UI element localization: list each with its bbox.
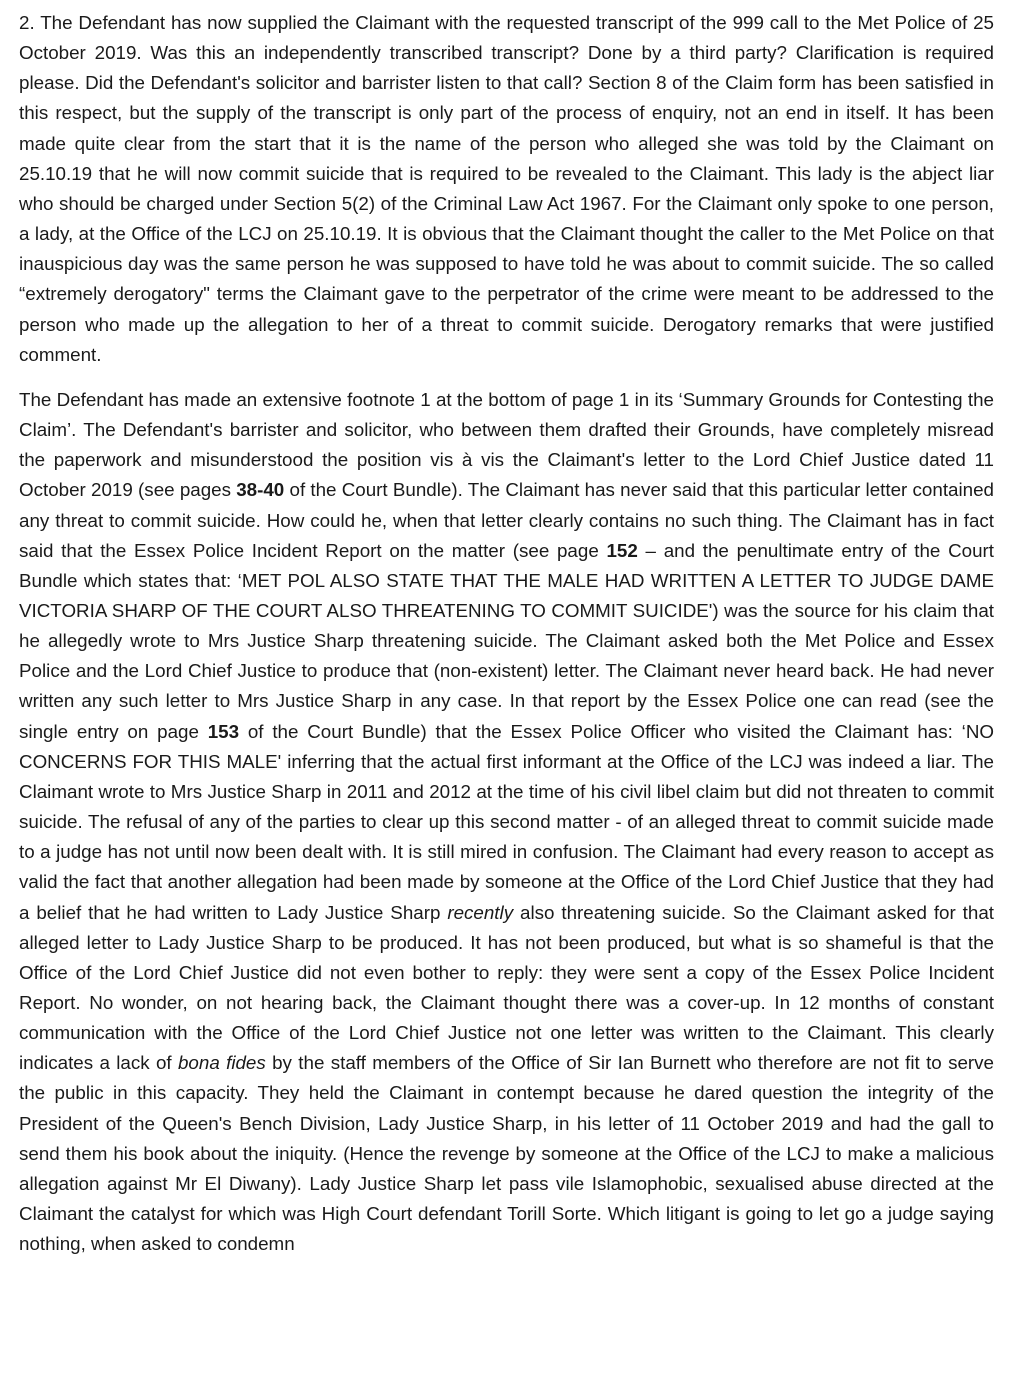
paragraph-2-text-segment: of the Court Bundle). The Claimant has never said that this particular letter contained any threat to commit suicide. How could he, when that letter clearly contains no such thing. The Claimant has in fact said that the Essex Police Incident Report on the matter (see page	[19, 479, 994, 561]
paragraph-2-text-segment: also threatening suicide. So the Claimant asked for that alleged letter to Lady Justice Sharp to be produced. It has not been produced, but what is so shameful is that the Office of the Lord Chief Justice did not even bother to reply: they were sent a copy of the Essex Police Incident Report. No wonder, on not hearing back, the Claimant thought there was a cover-up. In 12 months of constant communication with the Office of the Lord Chief Justice not one letter was written to the Claimant. This clearly indicates a lack of	[19, 901, 994, 1074]
emphasis-italic: bona fides	[177, 1052, 266, 1074]
paragraph-1-text: 2. The Defendant has now supplied the Claimant with the requested transcript of the 999 call to the Met Police of 25 October 2019. Was this an independently transcribed transcript? Done by a third party? Clarification is required please. Did the Defendant's solicitor and barrister listen to that call? Section 8 of the Claim form has been satisfied in this respect, but the supply of the transcript is only part of the process of enquiry, not an end in itself. It has been made quite clear from the start that it is the name of the person who alleged she was told by the Claimant on 25.10.19 that he will now commit suicide that is required to be revealed to the Claimant. This lady is the abject liar who should be charged under Section 5(2) of the Criminal Law Act 1967. For the Claimant only spoke to one person, a lady, at the Office of the LCJ on 25.10.19. It is obvious that the Claimant thought the caller to the Met Police on that inauspicious day was the same person he was supposed to have told he was about to commit suicide. The so called “extremely derogatory" terms the Claimant gave to the perpetrator of the crime were meant to be addressed to the person who made up the allegation to her of a threat to commit suicide. Derogatory remarks that were justified comment.	[19, 12, 994, 365]
page-reference-bold: 152	[606, 539, 638, 561]
paragraph-2	[19, 385, 994, 1260]
paragraph-2-text-segment: of the Court Bundle) that the Essex Police Officer who visited the Claimant has: ‘NO CONCERNS FOR THIS MALE' inferring that the actual first informant at the Office of the LCJ was indeed a liar. The Claimant wrote to Mrs Justice Sharp in 2011 and 2012 at the time of his civil libel claim but did not threaten to commit suicide. The refusal of any of the parties to clear up this second matter - of an alleged threat to commit suicide made to a judge has not until now been dealt with. It is still mired in confusion. The Claimant had every reason to accept as valid the fact that another allegation had been made by someone at the Office of the Lord Chief Justice that they had a belief that he had written to Lady Justice Sharp	[19, 720, 994, 923]
page-reference-bold: 38-40	[236, 479, 285, 501]
paragraph-1	[19, 8, 994, 370]
emphasis-italic: recently	[447, 901, 514, 923]
page-reference-bold: 153	[207, 720, 240, 742]
paragraph-2-text-segment: The Defendant has made an extensive footnote 1 at the bottom of page 1 in its ‘Summary Grounds for Contesting the Claim’. The Defendant's barrister and solicitor, who between them drafted their Grounds, have completely misread the paperwork and misunderstood the position vis à vis the Claimant's letter to the Lord Chief Justice dated 11 October 2019 (see pages	[19, 388, 994, 501]
paragraph-2-text-segment: by the staff members of the Office of Sir Ian Burnett who therefore are not fit to serve the public in this capacity. They held the Claimant in contempt because he dared question the integrity of the President of the Queen's Bench Division, Lady Justice Sharp, in his letter of 11 October 2019 and had the gall to send them his book about the iniquity. (Hence the revenge by someone at the Office of the LCJ to make a malicious allegation against Mr El Diwany). Lady Justice Sharp let pass vile Islamophobic, sexualised abuse directed at the Claimant the catalyst for which was High Court defendant Torill Sorte. Which litigant is going to let go a judge saying nothing, when asked to condemn	[19, 1052, 995, 1255]
paragraph-2-text-segment: – and the penultimate entry of the Court Bundle which states that: ‘MET POL ALSO STATE THAT THE MALE HAD WRITTEN A LETTER TO JUDGE DAME VICTORIA SHARP OF THE COURT ALSO THREATENING TO COMMIT SUICIDE') was the source for his claim that he allegedly wrote to Mrs Justice Sharp threatening suicide. The Claimant asked both the Met Police and Essex Police and the Lord Chief Justice to produce that (non-existent) letter. The Claimant never heard back. He had never written any such letter to Mrs Justice Sharp in any case. In that report by the Essex Police one can read (see the single entry on page	[19, 539, 994, 742]
